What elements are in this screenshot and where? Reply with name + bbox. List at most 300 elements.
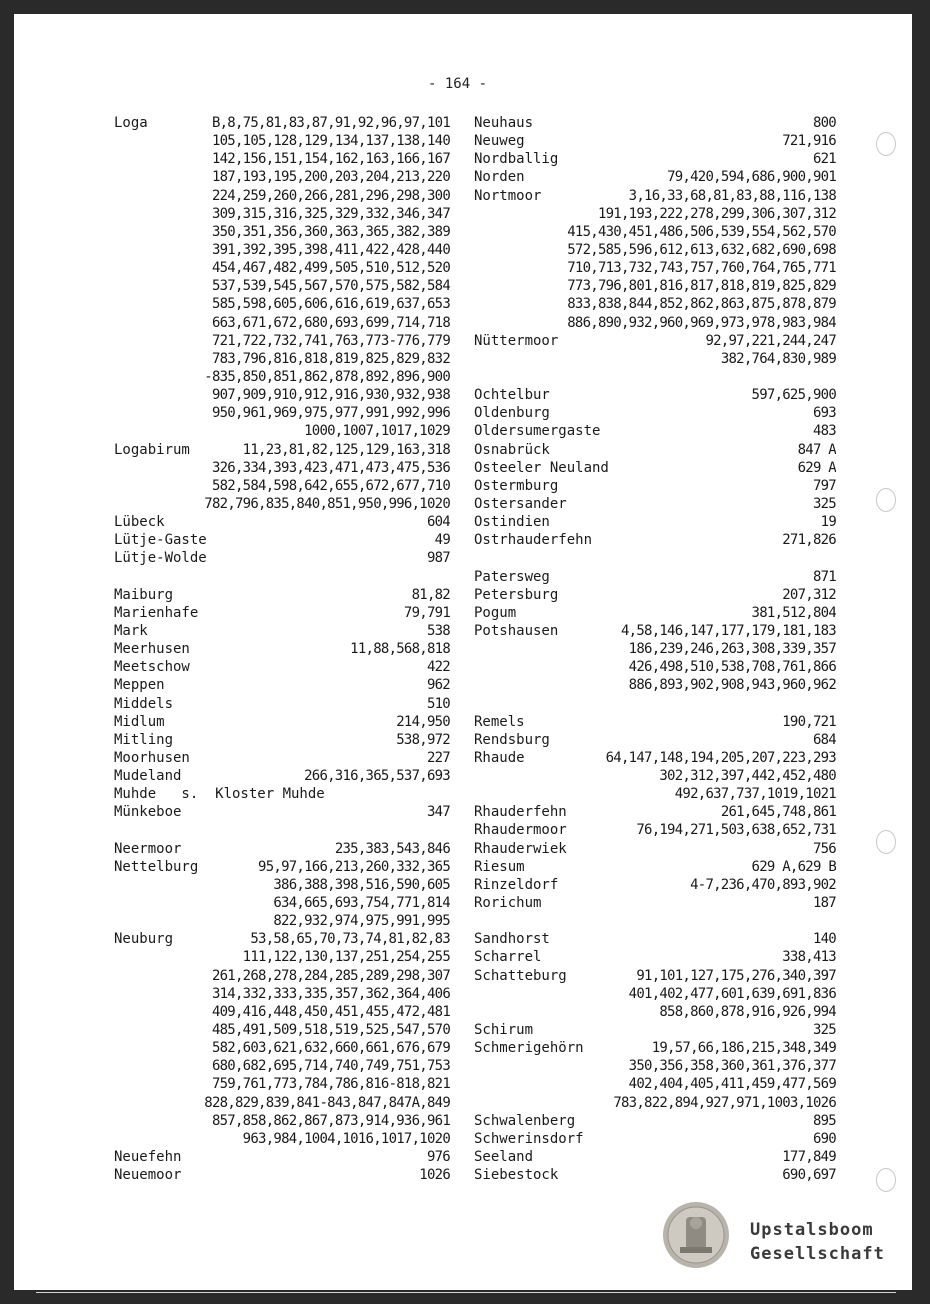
page-references: 629 A,629 B xyxy=(751,858,836,875)
page-references: 191,193,222,278,299,306,307,312 xyxy=(597,205,836,222)
page-references: 797 xyxy=(812,477,836,494)
place-name: Loga xyxy=(114,115,148,131)
index-entry-continuation xyxy=(474,640,836,658)
index-entry xyxy=(114,676,450,694)
place-name: Rhaude xyxy=(474,749,525,766)
index-entry-continuation xyxy=(114,459,450,477)
place-name: Moorhusen xyxy=(114,749,190,766)
page-references: 314,332,333,335,357,362,364,406 xyxy=(211,985,450,1002)
index-entry-continuation xyxy=(474,350,836,368)
page-references: 585,598,605,606,616,619,637,653 xyxy=(211,296,450,313)
page-number: - 164 - xyxy=(428,76,488,92)
page-references: 1000,1007,1017,1029 xyxy=(304,423,450,440)
index-entry xyxy=(114,513,450,531)
index-entry xyxy=(114,695,450,713)
index-entry xyxy=(474,332,836,350)
punch-hole xyxy=(876,1168,896,1192)
page-references: 963,984,1004,1016,1017,1020 xyxy=(242,1130,450,1147)
place-name: Neuhaus xyxy=(474,115,534,131)
place-name: Mark xyxy=(114,622,148,639)
index-entry xyxy=(474,876,836,894)
page-references xyxy=(474,368,836,386)
page-references: 350,356,358,360,361,376,377 xyxy=(628,1058,836,1075)
place-name: Osteeler Neuland xyxy=(474,459,609,476)
page-references: 4-7,236,470,893,902 xyxy=(690,876,836,893)
place-name: Neuefehn xyxy=(114,1149,182,1166)
index-entry xyxy=(474,1148,836,1166)
place-name: Lübeck xyxy=(114,514,165,531)
index-entry-continuation xyxy=(114,1003,450,1021)
index-entry xyxy=(474,531,836,549)
index-entry-continuation xyxy=(114,876,450,894)
place-name: Ostersander xyxy=(474,495,567,512)
index-column-left xyxy=(114,114,450,1184)
index-entry-continuation xyxy=(114,150,450,168)
page-references: 409,416,448,450,451,455,472,481 xyxy=(211,1003,450,1020)
index-entry-continuation xyxy=(114,1130,450,1148)
index-entry xyxy=(474,713,836,731)
index-entry-continuation xyxy=(114,1075,450,1093)
page-references: 847 A xyxy=(797,441,836,458)
place-name: Mitling xyxy=(114,731,174,748)
place-name: Seeland xyxy=(474,1149,534,1166)
index-entry xyxy=(474,840,836,858)
index-entry xyxy=(474,948,836,966)
page-references: 91,101,127,175,276,340,397 xyxy=(636,967,836,984)
page-references: 381,512,804 xyxy=(751,604,836,621)
page-references: 302,312,397,442,452,480 xyxy=(659,768,836,785)
index-entry xyxy=(474,1039,836,1057)
brand-logo xyxy=(750,1218,885,1266)
index-entry-continuation xyxy=(114,1112,450,1130)
index-entry-continuation xyxy=(114,241,450,259)
index-entry xyxy=(474,749,836,767)
index-entry-continuation xyxy=(474,785,836,803)
index-entry xyxy=(474,168,836,186)
index-entry-continuation xyxy=(474,241,836,259)
page-references: 886,893,902,908,943,960,962 xyxy=(628,677,836,694)
page-references: 604 xyxy=(426,514,450,531)
index-entry-continuation xyxy=(474,314,836,332)
page-references: 759,761,773,784,786,816-818,821 xyxy=(211,1076,450,1093)
page-references: 538,972 xyxy=(396,731,450,748)
page-references: 266,316,365,537,693 xyxy=(304,768,450,785)
index-entry-continuation xyxy=(114,295,450,313)
place-name: Osnabrück xyxy=(474,441,550,458)
index-entry-continuation xyxy=(114,314,450,332)
place-name: Norden xyxy=(474,169,525,186)
page-references: 690 xyxy=(812,1130,836,1147)
index-entry xyxy=(114,713,450,731)
place-name: Petersburg xyxy=(474,586,559,603)
page-references: 186,239,246,263,308,339,357 xyxy=(628,641,836,658)
index-entry-continuation xyxy=(114,404,450,422)
index-entry xyxy=(114,441,450,459)
place-name: Marienhafe xyxy=(114,604,199,621)
place-name: Schwalenberg xyxy=(474,1112,576,1129)
page-references: 721,916 xyxy=(782,133,836,150)
index-entry xyxy=(474,821,836,839)
index-entry xyxy=(474,731,836,749)
place-name: Remels xyxy=(474,713,525,730)
place-name: Münkeboe xyxy=(114,804,182,821)
index-entry-continuation xyxy=(114,1021,450,1039)
index-entry xyxy=(474,622,836,640)
page-references: 582,584,598,642,655,672,677,710 xyxy=(211,477,450,494)
page-references: 483 xyxy=(812,423,836,440)
page-references: 690,697 xyxy=(782,1167,836,1184)
place-name: Rhaudermoor xyxy=(474,822,567,839)
page-references: 11,23,81,82,125,129,163,318 xyxy=(242,441,450,458)
place-name: Neuweg xyxy=(474,133,525,150)
punch-hole xyxy=(876,488,896,512)
page-references: 833,838,844,852,862,863,875,878,879 xyxy=(567,296,836,313)
index-entry xyxy=(474,132,836,150)
place-name: Rendsburg xyxy=(474,731,550,748)
page-references: 684 xyxy=(812,731,836,748)
page-references: 391,392,395,398,411,422,428,440 xyxy=(211,241,450,258)
index-entry-continuation xyxy=(474,1057,836,1075)
logo-line-1: Upstalsboom xyxy=(750,1220,874,1240)
index-entry xyxy=(474,1166,836,1184)
place-name: Schirum xyxy=(474,1022,534,1039)
place-name: Schwerinsdorf xyxy=(474,1130,584,1147)
page-references: 261,645,748,861 xyxy=(720,804,836,821)
page-references: 325 xyxy=(812,1022,836,1039)
place-name: Ostrhauderfehn xyxy=(474,532,593,549)
place-name: Neuburg xyxy=(114,931,174,948)
index-entry xyxy=(114,622,450,640)
place-name: Lütje-Gaste xyxy=(114,532,207,549)
page-references: 572,585,596,612,613,632,682,690,698 xyxy=(567,241,836,258)
index-entry-continuation xyxy=(114,422,450,440)
index-entry-continuation xyxy=(474,259,836,277)
page-references: 597,625,900 xyxy=(751,387,836,404)
index-entry-continuation xyxy=(474,1003,836,1021)
page-references: 19,57,66,186,215,348,349 xyxy=(651,1040,836,1057)
page-references: 828,829,839,841-843,847,847A,849 xyxy=(204,1094,450,1111)
page-references: 81,82 xyxy=(411,586,450,603)
page-references: 782,796,835,840,851,950,996,1020 xyxy=(204,495,450,512)
page-references: 422 xyxy=(426,659,450,676)
index-entry xyxy=(474,495,836,513)
page-references: 858,860,878,916,926,994 xyxy=(659,1003,836,1020)
index-entry-continuation xyxy=(114,368,450,386)
place-name: Rinzeldorf xyxy=(474,876,559,893)
page-references: 271,826 xyxy=(782,532,836,549)
place-name: Potshausen xyxy=(474,622,559,639)
index-entry-continuation xyxy=(474,767,836,785)
page-references: 227 xyxy=(426,749,450,766)
index-entry-continuation xyxy=(474,549,836,567)
page-references: 64,147,148,194,205,207,223,293 xyxy=(605,749,836,766)
index-entry-continuation xyxy=(114,223,450,241)
page-references: 76,194,271,503,638,652,731 xyxy=(636,822,836,839)
index-entry-continuation xyxy=(114,259,450,277)
place-name: Riesum xyxy=(474,858,525,875)
index-entry xyxy=(474,586,836,604)
index-entry xyxy=(474,150,836,168)
page-references: 426,498,510,538,708,761,866 xyxy=(628,659,836,676)
index-entry-continuation xyxy=(114,948,450,966)
index-entry-continuation xyxy=(114,821,450,839)
place-name: Lütje-Wolde xyxy=(114,550,207,567)
page-references: 721,722,732,741,763,773-776,779 xyxy=(211,332,450,349)
page-references: 105,105,128,129,134,137,138,140 xyxy=(211,133,450,150)
page-references: 510 xyxy=(426,695,450,712)
index-entry xyxy=(114,767,450,785)
place-name: Ostindien xyxy=(474,514,550,531)
index-entry-continuation xyxy=(114,477,450,495)
page-references: 987 xyxy=(426,550,450,567)
index-entry-continuation xyxy=(114,132,450,150)
index-entry-continuation xyxy=(114,332,450,350)
page-references: 693 xyxy=(812,405,836,422)
page-references xyxy=(474,912,836,930)
place-name: Meppen xyxy=(114,677,165,694)
index-entry xyxy=(114,549,450,567)
index-entry-continuation xyxy=(114,967,450,985)
page-references: 976 xyxy=(426,1149,450,1166)
page-references: 19 xyxy=(820,514,836,531)
page-references: 621 xyxy=(812,151,836,168)
page-references: 111,122,130,137,251,254,255 xyxy=(242,949,450,966)
place-name: Sandhorst xyxy=(474,931,550,948)
page-references: 537,539,545,567,570,575,582,584 xyxy=(211,278,450,295)
index-entry xyxy=(474,967,836,985)
index-entry-continuation xyxy=(474,1075,836,1093)
page-references: 386,388,398,516,590,605 xyxy=(273,876,450,893)
place-name: Maiburg xyxy=(114,586,174,603)
index-entry xyxy=(114,114,450,132)
place-name: Mudeland xyxy=(114,768,182,785)
page-references: 857,858,862,867,873,914,936,961 xyxy=(211,1112,450,1129)
page-references: 190,721 xyxy=(782,713,836,730)
index-entry xyxy=(114,858,450,876)
page-references: 634,665,693,754,771,814 xyxy=(273,895,450,912)
page-references: 347 xyxy=(426,804,450,821)
page-references: 49 xyxy=(434,532,450,549)
place-name: Siebestock xyxy=(474,1167,559,1184)
index-entry xyxy=(474,477,836,495)
page-references: 402,404,405,411,459,477,569 xyxy=(628,1076,836,1093)
index-entry-continuation xyxy=(474,658,836,676)
page-references: 95,97,166,213,260,332,365 xyxy=(258,858,450,875)
index-entry-continuation xyxy=(114,187,450,205)
page-references: 338,413 xyxy=(782,949,836,966)
page-references: 582,603,621,632,660,661,676,679 xyxy=(211,1040,450,1057)
index-entry-continuation xyxy=(474,223,836,241)
page-references xyxy=(325,785,450,803)
page-references: 663,671,672,680,693,699,714,718 xyxy=(211,314,450,331)
page-references: 485,491,509,518,519,525,547,570 xyxy=(211,1022,450,1039)
index-entry-continuation xyxy=(114,985,450,1003)
index-entry xyxy=(474,803,836,821)
index-entry xyxy=(114,749,450,767)
index-entry xyxy=(474,1130,836,1148)
index-column-right xyxy=(474,114,836,1184)
page-references: 756 xyxy=(812,840,836,857)
index-entry-continuation xyxy=(474,368,836,386)
index-entry xyxy=(114,640,450,658)
place-name: Nüttermoor xyxy=(474,332,559,349)
index-entry xyxy=(114,1148,450,1166)
index-entry-continuation xyxy=(474,985,836,1003)
page-references: 53,58,65,70,73,74,81,82,83 xyxy=(250,931,450,948)
index-entry-continuation xyxy=(474,277,836,295)
page-references: 79,420,594,686,900,901 xyxy=(667,169,836,186)
index-entry-continuation xyxy=(114,495,450,513)
page-references: 773,796,801,816,817,818,819,825,829 xyxy=(567,278,836,295)
index-entry xyxy=(474,930,836,948)
place-name: Nordballig xyxy=(474,151,559,168)
page-references: 382,764,830,989 xyxy=(720,350,836,367)
index-entry-continuation xyxy=(114,894,450,912)
page-references xyxy=(114,568,450,586)
index-entry xyxy=(114,930,450,948)
page-references xyxy=(474,695,836,713)
index-entry xyxy=(474,422,836,440)
page-references: 783,822,894,927,971,1003,1026 xyxy=(613,1094,836,1111)
place-name: Nortmoor xyxy=(474,187,542,204)
index-entry xyxy=(114,658,450,676)
index-entry xyxy=(474,1112,836,1130)
place-name: Meetschow xyxy=(114,659,190,676)
page-references: 261,268,278,284,285,289,298,307 xyxy=(211,967,450,984)
page-references: 538 xyxy=(426,622,450,639)
page-references: 950,961,969,975,977,991,992,996 xyxy=(211,405,450,422)
index-entry xyxy=(474,513,836,531)
page-references: 79,791 xyxy=(403,604,450,621)
page-references: 3,16,33,68,81,83,88,116,138 xyxy=(628,187,836,204)
place-name: Meerhusen xyxy=(114,641,190,658)
page-references: 4,58,146,147,177,179,181,183 xyxy=(620,622,836,639)
index-entry xyxy=(114,731,450,749)
page-references xyxy=(114,821,450,839)
index-entry xyxy=(114,586,450,604)
index-entry-continuation xyxy=(114,1039,450,1057)
page-references: 800 xyxy=(812,115,836,131)
index-entry xyxy=(474,604,836,622)
index-entry xyxy=(114,785,450,803)
index-entry xyxy=(474,459,836,477)
place-name: Scharrel xyxy=(474,949,542,966)
page-references: -835,850,851,862,878,892,896,900 xyxy=(204,368,450,385)
page-references: 895 xyxy=(812,1112,836,1129)
index-entry-continuation xyxy=(474,912,836,930)
index-entry-continuation xyxy=(474,295,836,313)
page-references: 224,259,260,266,281,296,298,300 xyxy=(211,187,450,204)
index-entry-continuation xyxy=(474,695,836,713)
page-references: 454,467,482,499,505,510,512,520 xyxy=(211,260,450,277)
page-references: 710,713,732,743,757,760,764,765,771 xyxy=(567,260,836,277)
index-entry xyxy=(114,531,450,549)
index-entry-continuation xyxy=(114,1094,450,1112)
index-entry xyxy=(474,858,836,876)
place-name: Ostermburg xyxy=(474,477,559,494)
page-references: 1026 xyxy=(419,1167,450,1184)
page-references: 415,430,451,486,506,539,554,562,570 xyxy=(567,223,836,240)
page-references: 187 xyxy=(812,895,836,912)
index-entry-continuation xyxy=(474,1094,836,1112)
index-entry xyxy=(474,114,836,132)
page-references xyxy=(474,549,836,567)
page-references: 401,402,477,601,639,691,836 xyxy=(628,985,836,1002)
index-entry xyxy=(474,1021,836,1039)
upstalsboom-seal-icon xyxy=(662,1201,730,1269)
index-entry xyxy=(474,441,836,459)
index-entry xyxy=(474,568,836,586)
punch-hole xyxy=(876,132,896,156)
index-entry-continuation xyxy=(114,205,450,223)
index-entry xyxy=(474,404,836,422)
place-name: Nettelburg xyxy=(114,858,199,875)
index-entry-continuation xyxy=(474,676,836,694)
index-entry-continuation xyxy=(114,912,450,930)
place-name: Middels xyxy=(114,695,174,712)
place-name: Neuemoor xyxy=(114,1167,182,1184)
page-references: 962 xyxy=(426,677,450,694)
page-references: 822,932,974,975,991,995 xyxy=(273,913,450,930)
page-references: 187,193,195,200,203,204,213,220 xyxy=(211,169,450,186)
place-name: Oldenburg xyxy=(474,405,550,422)
page-references: 214,950 xyxy=(396,713,450,730)
page-references: 142,156,151,154,162,163,166,167 xyxy=(211,151,450,168)
place-name: Rhauderfehn xyxy=(474,804,567,821)
index-entry xyxy=(114,840,450,858)
index-entry xyxy=(114,604,450,622)
divider xyxy=(36,1292,896,1293)
page-references: 309,315,316,325,329,332,346,347 xyxy=(211,205,450,222)
place-name: Muhde s. Kloster Muhde xyxy=(114,786,325,803)
place-name: Schatteburg xyxy=(474,967,567,984)
place-name: Pogum xyxy=(474,604,517,621)
index-entry xyxy=(114,803,450,821)
page-references: 680,682,695,714,740,749,751,753 xyxy=(211,1058,450,1075)
page-references: 325 xyxy=(812,495,836,512)
index-entry-continuation xyxy=(114,1057,450,1075)
place-name: Neermoor xyxy=(114,840,182,857)
index-entry xyxy=(114,1166,450,1184)
place-name: Oldersumergaste xyxy=(474,423,601,440)
page-references: 629 A xyxy=(797,459,836,476)
index-entry-continuation xyxy=(114,386,450,404)
page-references: 177,849 xyxy=(782,1149,836,1166)
page-references: 783,796,816,818,819,825,829,832 xyxy=(211,350,450,367)
page-references: 907,909,910,912,916,930,932,938 xyxy=(211,387,450,404)
index-entry xyxy=(474,894,836,912)
index-entry xyxy=(474,386,836,404)
index-entry-continuation xyxy=(114,568,450,586)
page-references: 235,383,543,846 xyxy=(334,840,450,857)
page-references: B,8,75,81,83,87,91,92,96,97,101 xyxy=(211,115,450,131)
index-entry-continuation xyxy=(114,168,450,186)
place-name: Midlum xyxy=(114,713,165,730)
page-references: 886,890,932,960,969,973,978,983,984 xyxy=(567,314,836,331)
logo-line-2: Gesellschaft xyxy=(750,1244,885,1264)
place-name: Patersweg xyxy=(474,568,550,585)
index-entry-continuation xyxy=(114,350,450,368)
page-references: 326,334,393,423,471,473,475,536 xyxy=(211,459,450,476)
index-entry xyxy=(474,187,836,205)
place-name: Logabirum xyxy=(114,441,190,458)
place-name: Ochtelbur xyxy=(474,387,550,404)
place-name: Schmerigehörn xyxy=(474,1040,584,1057)
page-references: 11,88,568,818 xyxy=(350,641,450,658)
index-entry-continuation xyxy=(114,277,450,295)
index-entry-continuation xyxy=(474,205,836,223)
page-references: 140 xyxy=(812,931,836,948)
